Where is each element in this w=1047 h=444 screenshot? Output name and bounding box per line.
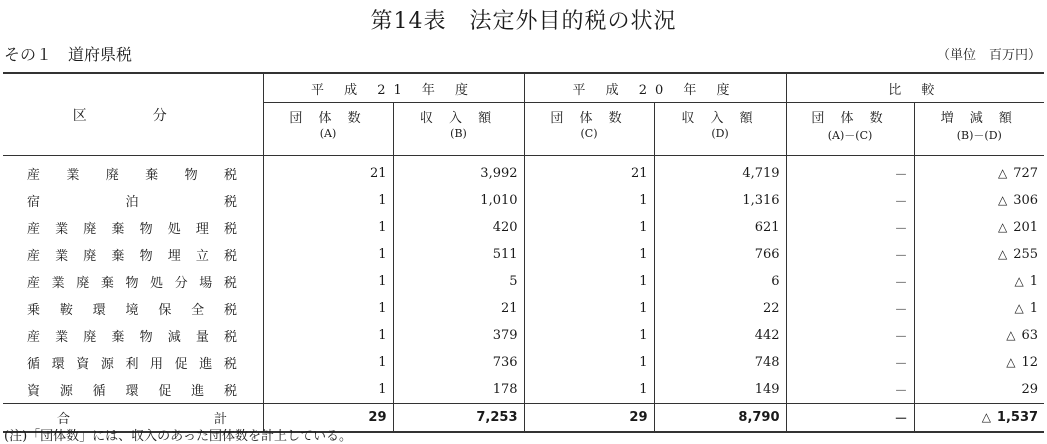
decrease-marker: △ <box>1006 328 1016 342</box>
row-name <box>3 156 263 188</box>
cell-d: 442 <box>654 322 786 349</box>
row-name-char: 用 <box>150 357 164 372</box>
row-name-char: 産 <box>27 330 41 345</box>
cell-ac: － <box>786 376 914 404</box>
decrease-marker: △ <box>1006 355 1016 369</box>
row-name-char: 環 <box>92 303 106 318</box>
row-name-char: 乗 <box>27 303 41 318</box>
decrease-marker: △ <box>997 220 1008 234</box>
cell-bd <box>914 241 1044 268</box>
cell-d: 149 <box>654 376 786 404</box>
row-name-text <box>27 380 237 399</box>
row-name <box>3 241 263 268</box>
row-name-char: 減 <box>167 330 181 345</box>
footnote: (注)「団体数」には、収入のあった団体数を計上している。 <box>4 429 353 444</box>
group-header-h21: 平 成 21 年 度 <box>263 73 524 103</box>
column-header-name: 団 体 数 <box>289 111 367 126</box>
column-header-sub: (A) <box>319 127 337 140</box>
decrease-marker: △ <box>1014 301 1024 315</box>
cell-ac: － <box>786 241 914 268</box>
cell-b: 420 <box>393 214 524 241</box>
cell-a: 21 <box>263 156 393 188</box>
cell-ac: － <box>786 349 914 376</box>
row-name-char: 棄 <box>145 168 159 183</box>
row-header <box>3 73 263 156</box>
cell-d: 621 <box>654 214 786 241</box>
table-row <box>3 214 1044 241</box>
row-name-char: 処 <box>150 276 164 291</box>
decrease-marker: △ <box>997 247 1008 261</box>
cell-c: 1 <box>524 349 654 376</box>
cell-ac: － <box>786 295 914 322</box>
cell-c: 1 <box>524 268 654 295</box>
cell-b: 511 <box>393 241 524 268</box>
cell-bd <box>914 295 1044 322</box>
cell-a: 1 <box>263 268 393 295</box>
row-name-char: 量 <box>195 330 209 345</box>
row-name-char: 利 <box>125 357 139 372</box>
group-header-compare: 比 較 <box>786 73 1044 103</box>
row-name-char: 棄 <box>111 222 125 237</box>
table-row <box>3 322 1044 349</box>
column-header-sub: (C) <box>580 127 598 140</box>
cell-bd <box>914 268 1044 295</box>
cell-bd-value: 63 <box>1021 328 1039 343</box>
row-name-char: 物 <box>139 249 153 264</box>
tax-table <box>3 72 1044 433</box>
column-header <box>263 103 393 156</box>
row-name-char: 進 <box>191 384 205 399</box>
cell-ac: － <box>786 268 914 295</box>
column-header <box>654 103 786 156</box>
row-name-char: 物 <box>139 330 153 345</box>
row-name-char: 産 <box>27 249 41 264</box>
row-name-char: 物 <box>184 168 198 183</box>
cell-bd-value: 1,537 <box>996 410 1039 425</box>
cell-bd-value: 29 <box>1021 382 1039 397</box>
cell-a: 1 <box>263 214 393 241</box>
row-name-char: 源 <box>59 384 73 399</box>
cell-d: 748 <box>654 349 786 376</box>
row-name-char: 処 <box>167 222 181 237</box>
column-header <box>786 103 914 156</box>
cell-d: 766 <box>654 241 786 268</box>
row-name-char: 税 <box>223 195 237 210</box>
cell-d: 8,790 <box>654 404 786 433</box>
row-name-char: 棄 <box>100 276 114 291</box>
row-name-char: 業 <box>55 222 69 237</box>
cell-c: 1 <box>524 295 654 322</box>
cell-ac: － <box>786 214 914 241</box>
row-name-char: 宿 <box>27 195 41 210</box>
column-header-sub: (A)－(C) <box>827 129 873 142</box>
cell-bd <box>914 376 1044 404</box>
cell-b: 379 <box>393 322 524 349</box>
table-row <box>3 187 1044 214</box>
row-name-char: 産 <box>27 222 41 237</box>
row-name-text <box>27 353 237 372</box>
column-header-sub: (B) <box>450 127 467 140</box>
row-name <box>3 214 263 241</box>
row-name-char: 税 <box>223 303 237 318</box>
table-row <box>3 268 1044 295</box>
row-name-char: 進 <box>199 357 213 372</box>
row-name-char: 業 <box>55 249 69 264</box>
row-name <box>3 376 263 404</box>
row-name-char: 廃 <box>83 330 97 345</box>
row-name-char: 源 <box>100 357 114 372</box>
column-header-name: 団 体 数 <box>550 111 628 126</box>
cell-a: 1 <box>263 349 393 376</box>
row-name-char: 税 <box>223 222 237 237</box>
cell-b: 7,253 <box>393 404 524 433</box>
cell-c: 21 <box>524 156 654 188</box>
cell-ac: － <box>786 156 914 188</box>
column-header-name: 収 入 額 <box>681 111 759 126</box>
cell-bd <box>914 156 1044 188</box>
row-name-char: 廃 <box>83 222 97 237</box>
column-header-sub: (B)－(D) <box>956 129 1002 142</box>
cell-b: 21 <box>393 295 524 322</box>
cell-c: 1 <box>524 187 654 214</box>
section-subtitle: その１ 道府県税 <box>4 45 133 64</box>
row-name <box>3 268 263 295</box>
table-row <box>3 295 1044 322</box>
row-name-char: 棄 <box>111 330 125 345</box>
table-row <box>3 156 1044 188</box>
cell-ac: － <box>786 404 914 433</box>
row-name-char: 業 <box>55 330 69 345</box>
row-name-char: 循 <box>92 384 106 399</box>
cell-c: 1 <box>524 214 654 241</box>
row-name-text <box>27 326 237 345</box>
cell-a: 1 <box>263 241 393 268</box>
row-name-text <box>27 164 237 183</box>
cell-a: 1 <box>263 322 393 349</box>
row-name-char: 棄 <box>111 249 125 264</box>
cell-c: 1 <box>524 241 654 268</box>
row-name-char: 循 <box>27 357 41 372</box>
cell-d: 6 <box>654 268 786 295</box>
row-name-char: 産 <box>27 276 41 291</box>
cell-bd-value: 12 <box>1021 355 1039 370</box>
row-name <box>3 295 263 322</box>
row-name-char: 促 <box>174 357 188 372</box>
decrease-marker: △ <box>997 166 1008 180</box>
row-name-char: 税 <box>223 168 237 183</box>
decrease-marker: △ <box>1014 274 1024 288</box>
row-name <box>3 322 263 349</box>
cell-a: 1 <box>263 187 393 214</box>
row-name-char: 保 <box>158 303 172 318</box>
cell-b: 5 <box>393 268 524 295</box>
row-name-char: 物 <box>139 222 153 237</box>
cell-c: 29 <box>524 404 654 433</box>
cell-bd <box>914 214 1044 241</box>
row-name <box>3 349 263 376</box>
cell-bd <box>914 322 1044 349</box>
table-row <box>3 349 1044 376</box>
row-name-char: 業 <box>66 168 80 183</box>
row-name-char: 物 <box>125 276 139 291</box>
row-name-char: 泊 <box>125 195 139 210</box>
row-name-char: 合 <box>57 412 71 427</box>
cell-bd-value: 1 <box>1029 301 1039 316</box>
row-name-char: 廃 <box>83 249 97 264</box>
cell-b: 736 <box>393 349 524 376</box>
row-name-char: 立 <box>195 249 209 264</box>
row-name-char: 税 <box>223 384 237 399</box>
cell-c: 1 <box>524 376 654 404</box>
row-name-char: 全 <box>191 303 205 318</box>
row-name-char: 計 <box>213 412 227 427</box>
cell-bd-value: 1 <box>1029 274 1039 289</box>
row-name-char: 税 <box>223 330 237 345</box>
row-name-char: 資 <box>27 384 41 399</box>
cell-d: 22 <box>654 295 786 322</box>
row-name-char: 環 <box>125 384 139 399</box>
row-name-char: 場 <box>199 276 213 291</box>
row-name-char: 業 <box>51 276 65 291</box>
row-name-char: 廃 <box>105 168 119 183</box>
unit-label: （単位 百万円） <box>936 48 1041 63</box>
row-name-char: 埋 <box>167 249 181 264</box>
cell-ac: － <box>786 322 914 349</box>
column-header-name: 収 入 額 <box>419 111 498 126</box>
cell-bd <box>914 349 1044 376</box>
cell-d: 4,719 <box>654 156 786 188</box>
row-name-char: 促 <box>158 384 172 399</box>
cell-bd-value: 255 <box>1013 247 1039 262</box>
row-name-text <box>27 245 237 264</box>
column-header <box>524 103 654 156</box>
row-name-char: 理 <box>195 222 209 237</box>
page-title: 第14表 法定外目的税の状況 <box>370 9 677 34</box>
column-header-sub: (D) <box>711 127 729 140</box>
cell-c: 1 <box>524 322 654 349</box>
row-name-char: 環 <box>51 357 65 372</box>
cell-bd-value: 201 <box>1013 220 1039 235</box>
row-name <box>3 187 263 214</box>
row-name-text <box>27 218 237 237</box>
row-name-char: 廃 <box>76 276 90 291</box>
row-name-char: 税 <box>223 276 237 291</box>
cell-bd-value: 727 <box>1013 166 1039 181</box>
row-name-char: 産 <box>27 168 41 183</box>
column-header-name: 団 体 数 <box>811 111 889 126</box>
cell-ac: － <box>786 187 914 214</box>
row-header-label: 区 分 <box>72 107 193 124</box>
row-name-text <box>27 299 237 318</box>
cell-a: 29 <box>263 404 393 433</box>
cell-a: 1 <box>263 295 393 322</box>
cell-bd <box>914 404 1044 433</box>
row-name-char: 資 <box>76 357 90 372</box>
cell-d: 1,316 <box>654 187 786 214</box>
row-name-char: 分 <box>174 276 188 291</box>
decrease-marker: △ <box>997 193 1008 207</box>
row-name-char: 税 <box>223 249 237 264</box>
table-row <box>3 241 1044 268</box>
row-name-char: 税 <box>223 357 237 372</box>
cell-b: 178 <box>393 376 524 404</box>
column-header-name: 増 減 額 <box>940 111 1018 126</box>
group-header-h20: 平 成 20 年 度 <box>524 73 786 103</box>
column-header <box>393 103 524 156</box>
cell-a: 1 <box>263 376 393 404</box>
table-row <box>3 376 1044 404</box>
column-header <box>914 103 1044 156</box>
row-name-text <box>27 191 237 210</box>
cell-bd <box>914 187 1044 214</box>
cell-b: 1,010 <box>393 187 524 214</box>
cell-b: 3,992 <box>393 156 524 188</box>
decrease-marker: △ <box>981 410 991 424</box>
row-name-char: 鞍 <box>59 303 73 318</box>
cell-bd-value: 306 <box>1013 193 1039 208</box>
row-name-text <box>27 272 237 291</box>
row-name-char: 境 <box>125 303 139 318</box>
